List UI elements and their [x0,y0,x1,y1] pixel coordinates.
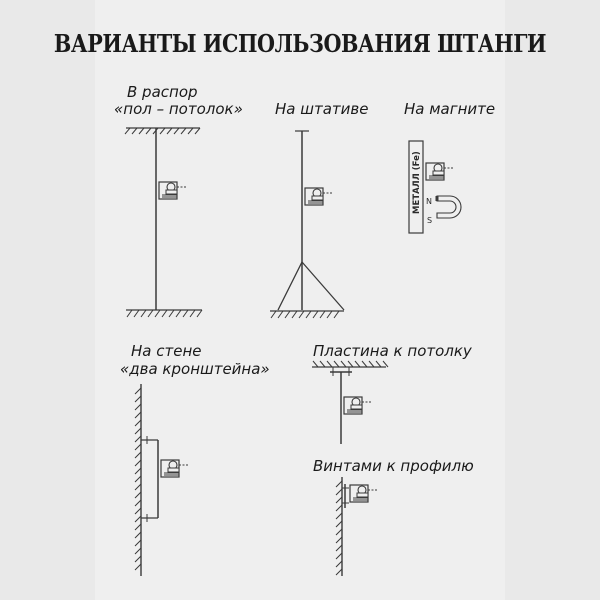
spacer-diagram [125,128,202,317]
caption-spacer-line2: «пол – потолок» [114,100,243,118]
caption-profile-screws: Винтами к профилю [313,457,474,475]
pole-s-label: S [427,216,433,225]
tripod-diagram [270,131,344,318]
wall-diagram [135,384,188,576]
caption-wall-line2: «два кронштейна» [120,360,270,378]
horseshoe-magnet-icon [437,196,461,218]
caption-magnet: На магните [404,100,496,118]
pole-n-label: N [426,197,432,206]
caption-spacer-line1: В распор [127,83,198,101]
metal-label: МЕТАЛЛ (Fe) [412,151,422,214]
profile-screws-diagram [336,477,377,576]
ceiling-plate-diagram [312,361,388,444]
caption-wall-line1: На стене [131,342,202,360]
caption-tripod: На штативе [275,100,369,118]
caption-ceiling-plate: Пластина к потолку [313,342,472,360]
magnet-diagram [409,141,461,233]
page-title: ВАРИАНТЫ ИСПОЛЬЗОВАНИЯ ШТАНГИ [53,29,547,58]
